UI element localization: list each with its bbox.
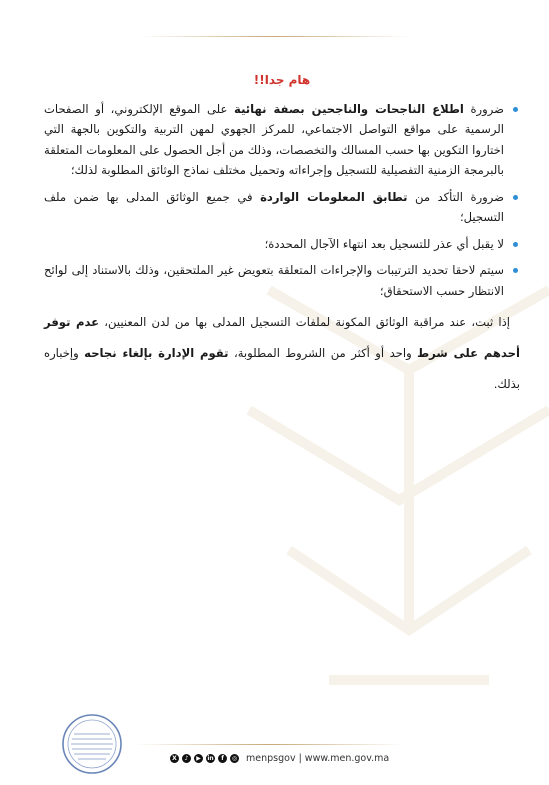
text-run: واحد أو أكثر من الشروط المطلوبة، [228, 346, 418, 360]
bold-run: اطلاع الناجحات والناجحين بصفة نهائية [234, 101, 464, 116]
bullet-item [44, 99, 520, 181]
text-run: إذا ثبت، عند مراقبة الوثائق المكونة لملفات التسجيل المدلى بها من لدن المعنيين، [99, 315, 510, 329]
bullet-icon [513, 195, 518, 200]
footer-contact-line [170, 751, 389, 765]
bold-run: عدم توفر أحدهم على شرط [44, 315, 520, 360]
notice-content [44, 70, 520, 400]
youtube-icon[interactable]: ▶ [194, 754, 203, 763]
bullet-icon [513, 242, 518, 247]
bullet-text [44, 190, 504, 225]
instagram-icon[interactable]: ◎ [231, 754, 238, 762]
linkedin-icon[interactable]: in [207, 754, 214, 762]
footer-text[interactable]: menpsgov | www.men.gov.ma [246, 752, 390, 764]
bold-run: تطابق المعلومات الواردة [260, 189, 408, 204]
bullet-icon [513, 107, 518, 112]
x-icon[interactable]: X [170, 754, 179, 763]
bullet-item [44, 187, 520, 228]
bullet-item [44, 234, 520, 255]
bold-run: تقوم الإدارة بإلغاء نجاحه [84, 346, 229, 360]
footer-divider [135, 744, 405, 745]
text-run: في جميع الوثائق المدلى بها ضمن ملف التسجيل؛ [44, 189, 504, 224]
text-run: ضرورة [463, 101, 504, 116]
bullet-icon [513, 268, 518, 273]
text-run: وإخباره بذلك. [44, 346, 520, 391]
page-footer [0, 738, 549, 778]
text-run: ضرورة التأكد من [407, 189, 505, 204]
bullet-text: لا يقبل أي عذر للتسجيل بعد انتهاء الآجال المحددة؛ [264, 236, 504, 251]
bullet-text [44, 102, 504, 178]
tiktok-icon[interactable]: ♪ [182, 754, 191, 763]
bullet-text: سيتم لاحقا تحديد الترتيبات والإجراءات المتعلقة بتعويض غير الملتحقين، وذلك بالاستناد إلى لوائح الانتظار حسب الاستحقاق؛ [44, 263, 504, 298]
facebook-icon[interactable]: f [218, 754, 227, 763]
text-run: على الموقع الإلكتروني، أو الصفحات الرسمية على مواقع التواصل الاجتماعي، للمركز الجهوي لمهن التربية والتكوين بالجهة التي اختاروا التكوين بها حسب المسالك والتخصصات، وذلك من أجل الحصول على المعلومات المتعلقة بالبرمجة الزمنية التفصيلية للتسجيل وإجراءاته وتحميل مختلف نماذج الوثائق المطلوبة لذلك؛ [44, 101, 504, 177]
closing-paragraph [44, 307, 520, 400]
top-divider [140, 36, 410, 37]
bullet-item [44, 260, 520, 301]
notice-heading: هام جدا!! [253, 73, 311, 87]
notice-bullet-list [44, 99, 520, 302]
